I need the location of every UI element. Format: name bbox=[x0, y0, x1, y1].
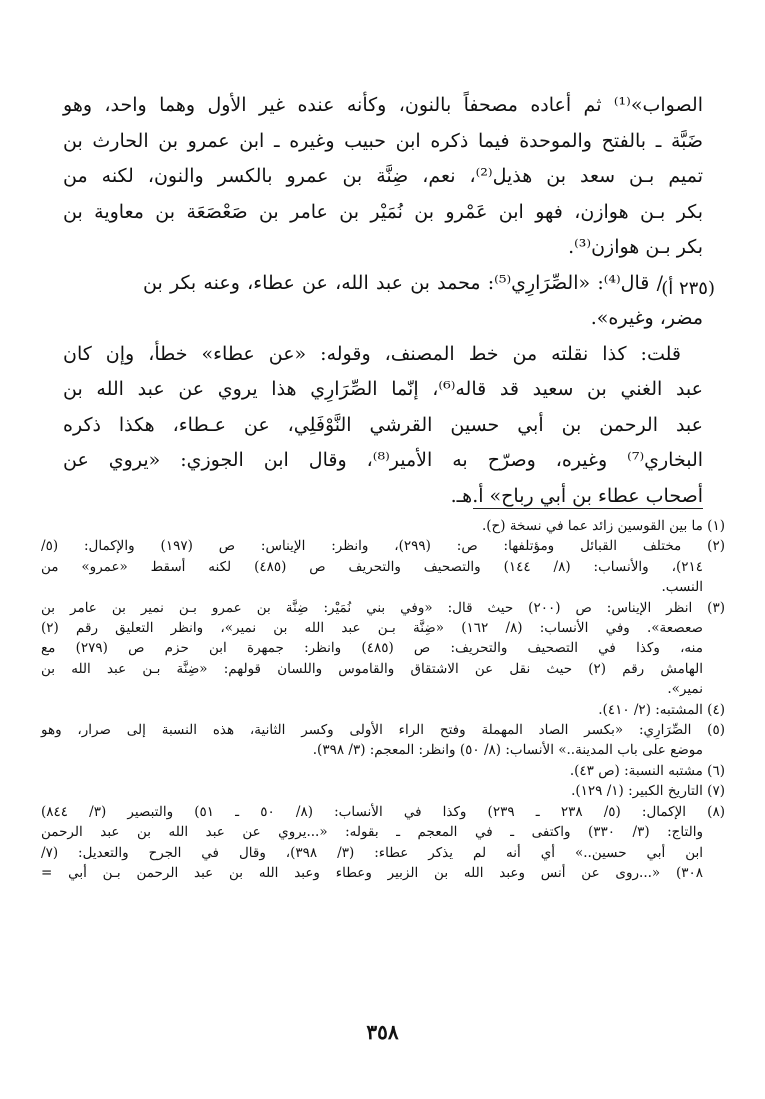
footnote-line: والتاج: (٣/ ٣٣٠) واكتفى ـ في المعجم ـ بقوله: «...يروي عن عبد الله بن عبد الرحمن bbox=[41, 824, 703, 841]
main-line: قلت: كذا نقلته من خط المصنف، وقوله: «عن عطاء» خطأ، وإن كان bbox=[63, 342, 681, 365]
footnote-line: (٧) التاريخ الكبير: (١/ ١٢٩). bbox=[571, 783, 725, 800]
footnote-separator bbox=[473, 508, 703, 509]
main-line: مضر، وغيره». bbox=[590, 307, 703, 329]
main-line: الصواب»⁽¹⁾ ثم أعاده مصحفاً بالنون، وكأنه عنده غير الأول وهما واحد، وهو bbox=[63, 94, 703, 116]
footnote-line: نمير». bbox=[667, 681, 703, 698]
footnote-line: موضع على باب المدينة..» الأنساب: (٨/ ٥٠) وانظر: المعجم: (٣/ ٣٩٨). bbox=[312, 742, 703, 759]
main-line: / قال⁽⁴⁾: «الصِّرَارِي⁽⁵⁾: محمد بن عبد الله، عن عطاء، وعنه بكر بن bbox=[143, 271, 663, 294]
footnotes-block bbox=[41, 516, 725, 883]
footnote-line: منه، وكذا في التصحيف والتحريف: ص (٤٨٥) وانظر: جمهرة ابن حزم ص (٢٧٩) مع bbox=[41, 640, 703, 657]
main-line: أصحاب عطاء بن أبي رباح» أ.هـ. bbox=[450, 484, 703, 507]
main-line: بكر بـن هوازن، فهو ابن عَمْرو بن نُمَيْر بن عامر بن صَعْصَعَة بن معاوية بن bbox=[63, 200, 703, 223]
footnote-line: صعصعة». وفي الأنساب: (٨/ ١٦٢) «ضِنَّة بـن عبد الله بن نمير»، وانظر التعليق رقم (٢) bbox=[41, 620, 703, 637]
footnote-line: الهامش رقم (٢) حيث نقل عن الاشتقاق والقاموس واللسان قولهم: «ضِنَّة بـن عبد الله بن bbox=[41, 660, 703, 677]
footnote-line: (٨) الإكمال: (٥/ ٢٣٨ ـ ٢٣٩) وكذا في الأنساب: (٨/ ٥٠ ـ ٥١) والتبصير (٣/ ٨٤٤) bbox=[41, 803, 725, 820]
footnote-line: (١) ما بين القوسين زائد عما في نسخة (ح). bbox=[481, 518, 725, 534]
main-line: ضَبَّة ـ بالفتح والموحدة فيما ذكره ابن حبيب وغيره ـ ابن عمرو بن الحارث بن bbox=[63, 129, 703, 152]
folio-side-note: (٢٣٥ أ) bbox=[661, 278, 715, 299]
main-line: بكر بـن هوازن⁽³⁾. bbox=[568, 236, 703, 258]
footnote-line: ابن أبي حسين..» أي أنه لم يذكر عطاء: (٣/ ٣٩٨)، وقال في الجرح والتعديل: (٧/ bbox=[41, 844, 704, 861]
footnote-line: ٢١٤)، والأنساب: (٨/ ١٤٤) والتصحيف والتحريف ص (٤٨٥) لكنه أسقط «عمرو» من bbox=[41, 558, 703, 575]
footnote-line: ٣٠٨) «...روى عن أنس وعبد الله بن الزبير وعطاء وعبد الله بن عبد الرحمن بـن أبي = bbox=[41, 864, 703, 881]
main-line: تميم بـن سعد بن هذيل⁽²⁾، نعم، ضِنَّة بن عمرو بالكسر والنون، لكنه من bbox=[63, 165, 703, 187]
footnote-line: (٤) المشتبه: (٢/ ٤١٠). bbox=[598, 701, 725, 718]
main-line: عبد الغني بن سعيد قد قاله⁽⁶⁾، إنّما الصِّرَارِي هذا يروي عن عبد الله بن bbox=[63, 378, 703, 400]
main-text-block bbox=[63, 88, 703, 514]
main-line: عبد الرحمن بن أبي حسين القرشي النَّوْفَلِي، عن عـطاء، هكذا ذكره bbox=[63, 413, 703, 436]
footnote-line: (٢) مختلف القبائل ومؤتلفها: ص: (٢٩٩)، وانظر: الإيناس: ص (١٩٧) والإكمال: (٥/ bbox=[41, 538, 725, 555]
main-line: البخاري⁽⁷⁾ وغيره، وصرّح به الأمير⁽⁸⁾، وقال ابن الجوزي: «يروي عن bbox=[63, 449, 704, 471]
footnote-line: (٣) انظر الإيناس: ص (٢٠٠) حيث قال: «وفي بني نُمَيْر: ضِنَّة بن عمرو بـن نمير بن عامر بن bbox=[41, 599, 725, 616]
footnote-line: النسب. bbox=[661, 579, 703, 596]
footnote-line: (٥) الصِّرَارِي: «بكسر الصاد المهملة وفتح الراء الأولى وكسر الثانية، هذه النسبة إلى صرار، وهو bbox=[41, 722, 725, 739]
footnote-line: (٦) مشتبه النسبة: (ص ٤٣). bbox=[569, 762, 725, 779]
page-number: ٣٥٨ bbox=[366, 1020, 399, 1044]
